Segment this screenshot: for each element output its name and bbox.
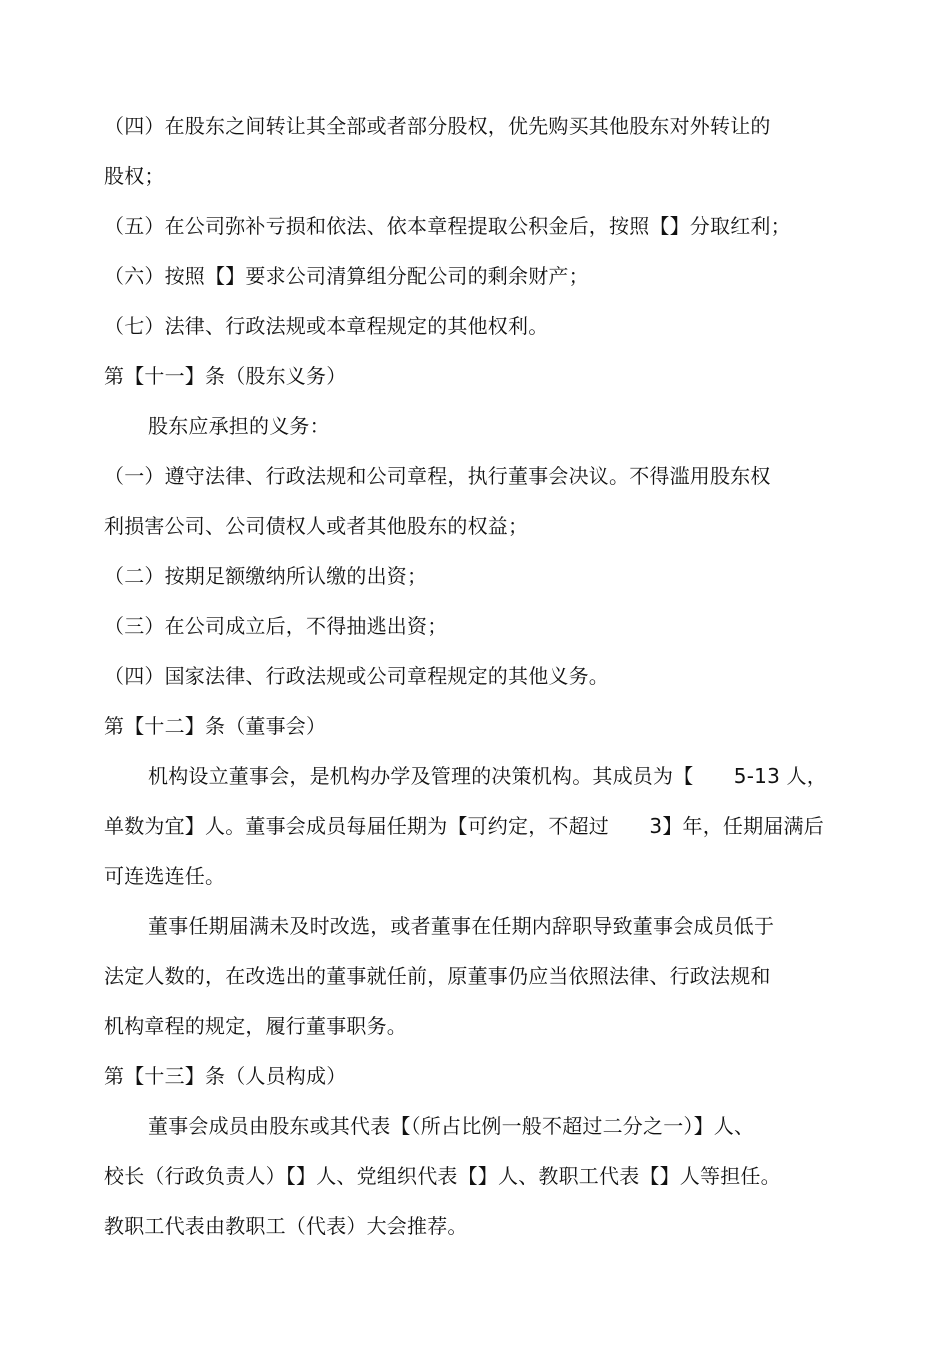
clause-line: （四）国家法律、行政法规或公司章程规定的其他义务。 bbox=[104, 664, 609, 688]
paragraph-line: 机构章程的规定，履行董事职务。 bbox=[104, 1014, 407, 1038]
article-heading: 第【十三】条（人员构成） bbox=[104, 1064, 347, 1088]
clause-line: （二）按期足额缴纳所认缴的出资； bbox=[104, 564, 428, 588]
paragraph-line: 股东应承担的义务： bbox=[148, 414, 330, 438]
clause-line: 利损害公司、公司债权人或者其他股东的权益； bbox=[104, 514, 529, 538]
clause-line: （三）在公司成立后，不得抽逃出资； bbox=[104, 614, 448, 638]
paragraph-line: 法定人数的，在改选出的董事就任前，原董事仍应当依照法律、行政法规和 bbox=[104, 964, 771, 988]
paragraph-line: 可连选连任。 bbox=[104, 864, 226, 888]
clause-line: 股权； bbox=[104, 164, 165, 188]
paragraph-line: 单数为宜】人。董事会成员每届任期为【可约定，不超过 3】年，任期届满后 bbox=[104, 814, 824, 838]
clause-line: （一）遵守法律、行政法规和公司章程，执行董事会决议。不得滥用股东权 bbox=[104, 464, 771, 488]
article-heading: 第【十二】条（董事会） bbox=[104, 714, 327, 738]
paragraph-line: 教职工代表由教职工（代表）大会推荐。 bbox=[104, 1214, 468, 1238]
paragraph-line: 董事会成员由股东或其代表【（所占比例一般不超过二分之一）】人、 bbox=[148, 1114, 755, 1138]
paragraph-line: 校长（行政负责人）【】人、党组织代表【】人、教职工代表【】人等担任。 bbox=[104, 1164, 781, 1188]
clause-line: （四）在股东之间转让其全部或者部分股权，优先购买其他股东对外转让的 bbox=[104, 114, 771, 138]
paragraph-line: 机构设立董事会，是机构办学及管理的决策机构。其成员为【 5-13 人， bbox=[148, 764, 827, 788]
clause-line: （六）按照【】要求公司清算组分配公司的剩余财产； bbox=[104, 264, 589, 288]
article-heading: 第【十一】条（股东义务） bbox=[104, 364, 347, 388]
clause-line: （五）在公司弥补亏损和依法、依本章程提取公积金后，按照【】分取红利； bbox=[104, 214, 791, 238]
paragraph-line: 董事任期届满未及时改选，或者董事在任期内辞职导致董事会成员低于 bbox=[148, 914, 775, 938]
clause-line: （七）法律、行政法规或本章程规定的其他权利。 bbox=[104, 314, 549, 338]
